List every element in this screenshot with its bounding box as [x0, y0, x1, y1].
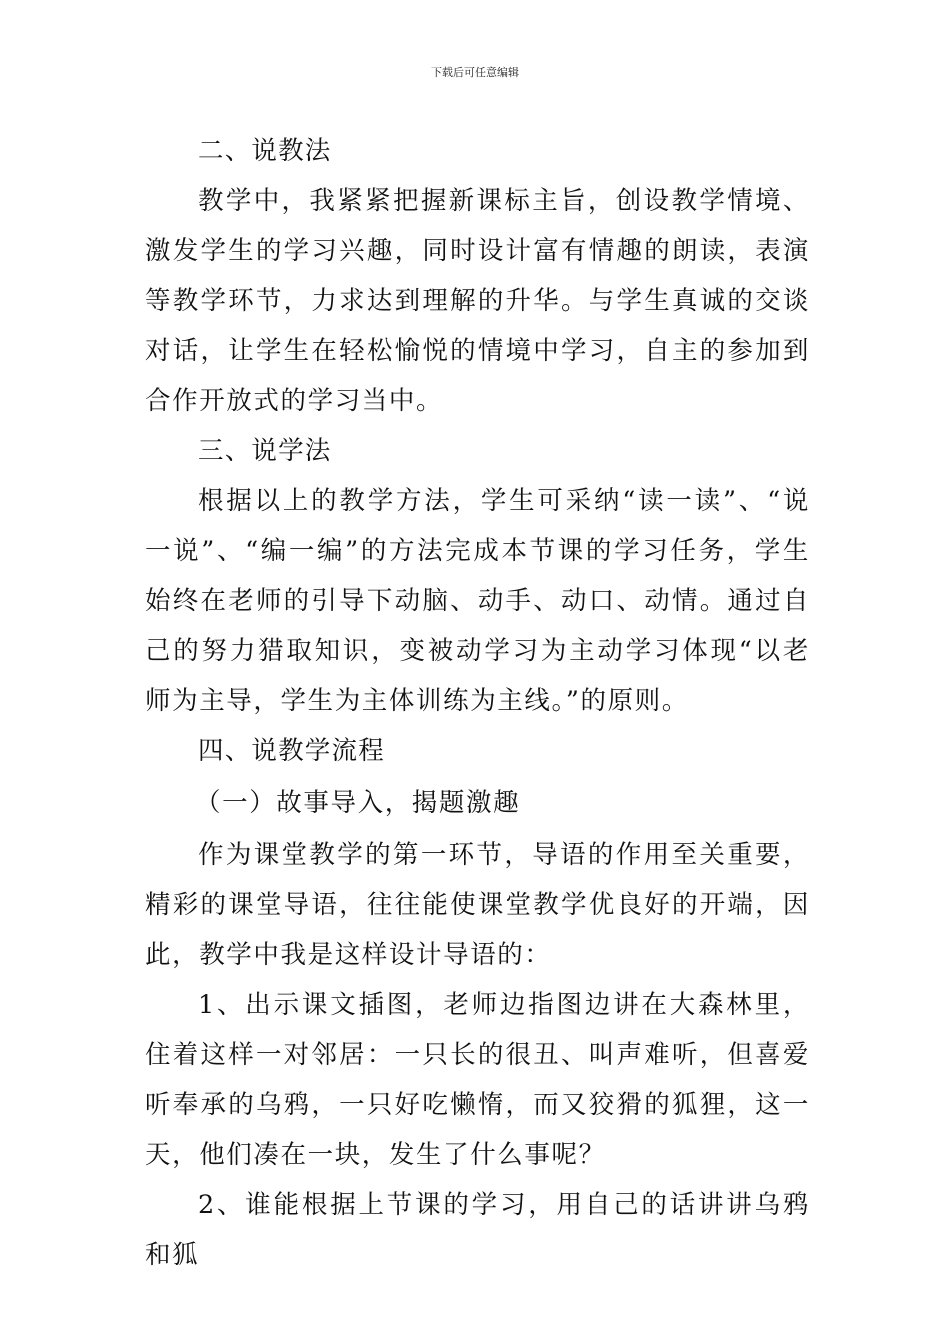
- section-heading-teaching-method: 二、说教法: [198, 136, 332, 166]
- paragraph-step-1: 1、出示课文插图，老师边指图边讲在大森林里，住着这样一对邻居：一只长的很丑、叫声难听，但喜爱听奉承的乌鸦，一只好吃懒惰，而又狡猾的狐狸，这一天，他们凑在一块，发生了什么事呢？: [145, 990, 810, 1170]
- section-heading-teaching-process: 四、说教学流程: [198, 736, 385, 766]
- paragraph-step-2: 2、谁能根据上节课的学习，用自己的话讲讲乌鸦和狐: [145, 1190, 810, 1270]
- document-body: [145, 126, 810, 1280]
- paragraph-learning-method: 根据以上的教学方法，学生可采纳“读一读”、“说一说”、“编一编”的方法完成本节课的学习任务，学生始终在老师的引导下动脑、动手、动口、动情。通过自己的努力猎取知识，变被动学习为主动学习体现“以老师为主导，学生为主体训练为主线。”的原则。: [145, 486, 811, 716]
- paragraph-teaching-method: 教学中，我紧紧把握新课标主旨，创设教学情境、激发学生的学习兴趣，同时设计富有情趣的朗读，表演等教学环节，力求达到理解的升华。与学生真诚的交谈对话，让学生在轻松愉悦的情境中学习，自主的参加到合作开放式的学习当中。: [145, 186, 810, 416]
- subsection-heading-story-intro: （一）故事导入，揭题激趣: [195, 788, 521, 818]
- paragraph-intro: 作为课堂教学的第一环节，导语的作用至关重要，精彩的课堂导语，往往能使课堂教学优良好的开端，因此，教学中我是这样设计导语的：: [145, 840, 810, 970]
- header-note: 下载后可任意编辑: [431, 66, 519, 79]
- section-heading-learning-method: 三、说学法: [198, 436, 332, 466]
